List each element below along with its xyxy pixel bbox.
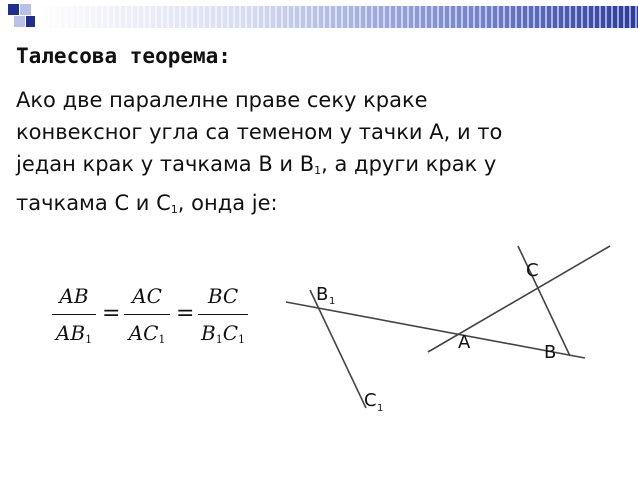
denominator-text: AC	[128, 321, 159, 345]
fraction-bc	[198, 284, 248, 346]
fraction-denominator	[52, 314, 96, 346]
statement-text: , онда је:	[177, 191, 278, 215]
label-c: C	[526, 260, 539, 281]
ray-c-line	[428, 246, 610, 352]
denominator-subscript: 1	[238, 333, 245, 346]
fraction-ac	[124, 284, 170, 346]
statement-line	[16, 148, 626, 187]
statement-line	[16, 187, 626, 226]
statement-text: тачкама C и C	[16, 191, 171, 215]
point-label: B	[316, 284, 329, 305]
header-square	[8, 4, 19, 15]
denominator-text: B	[200, 321, 216, 345]
header-square	[20, 4, 31, 15]
fraction-ab	[52, 284, 96, 346]
denominator-text: AB	[55, 321, 86, 345]
statement-line: Ако две паралелне праве секу краке	[16, 88, 428, 112]
header-square	[14, 16, 25, 27]
denominator-subscript: 1	[215, 333, 223, 346]
statement-text: један крак у тачкама B и B	[16, 152, 315, 176]
point-label-subscript: 1	[329, 296, 336, 307]
statement-subscript: 1	[170, 203, 178, 216]
fraction-numerator: AC	[132, 284, 162, 308]
slide-title: Талесова теорема:	[16, 44, 231, 68]
label-a: A	[458, 332, 471, 353]
label-c1	[364, 390, 383, 414]
thales-diagram	[280, 240, 620, 420]
denominator-subscript: 1	[85, 333, 93, 346]
denominator-text: C	[222, 321, 238, 345]
statement-subscript: 1	[314, 164, 322, 177]
theorem-statement	[16, 84, 626, 226]
label-b1	[316, 284, 335, 307]
fraction-denominator	[124, 314, 170, 346]
equals-sign: =	[176, 301, 195, 326]
equals-sign: =	[102, 301, 121, 326]
parallel-line-b1c1	[310, 290, 366, 408]
label-b: B	[544, 342, 557, 363]
point-label: C	[364, 390, 377, 411]
ray-b-line	[286, 302, 585, 358]
point-label-subscript: 1	[377, 403, 384, 414]
fraction-denominator	[198, 314, 248, 346]
denominator-subscript: 1	[158, 333, 166, 346]
statement-text: , а други крак у	[321, 152, 497, 176]
header-bar-stripes	[35, 6, 638, 28]
fraction-numerator: AB	[59, 284, 89, 308]
fraction-numerator: BC	[207, 284, 239, 308]
statement-line: конвексног угла са теменом у тачки A, и то	[16, 120, 503, 144]
